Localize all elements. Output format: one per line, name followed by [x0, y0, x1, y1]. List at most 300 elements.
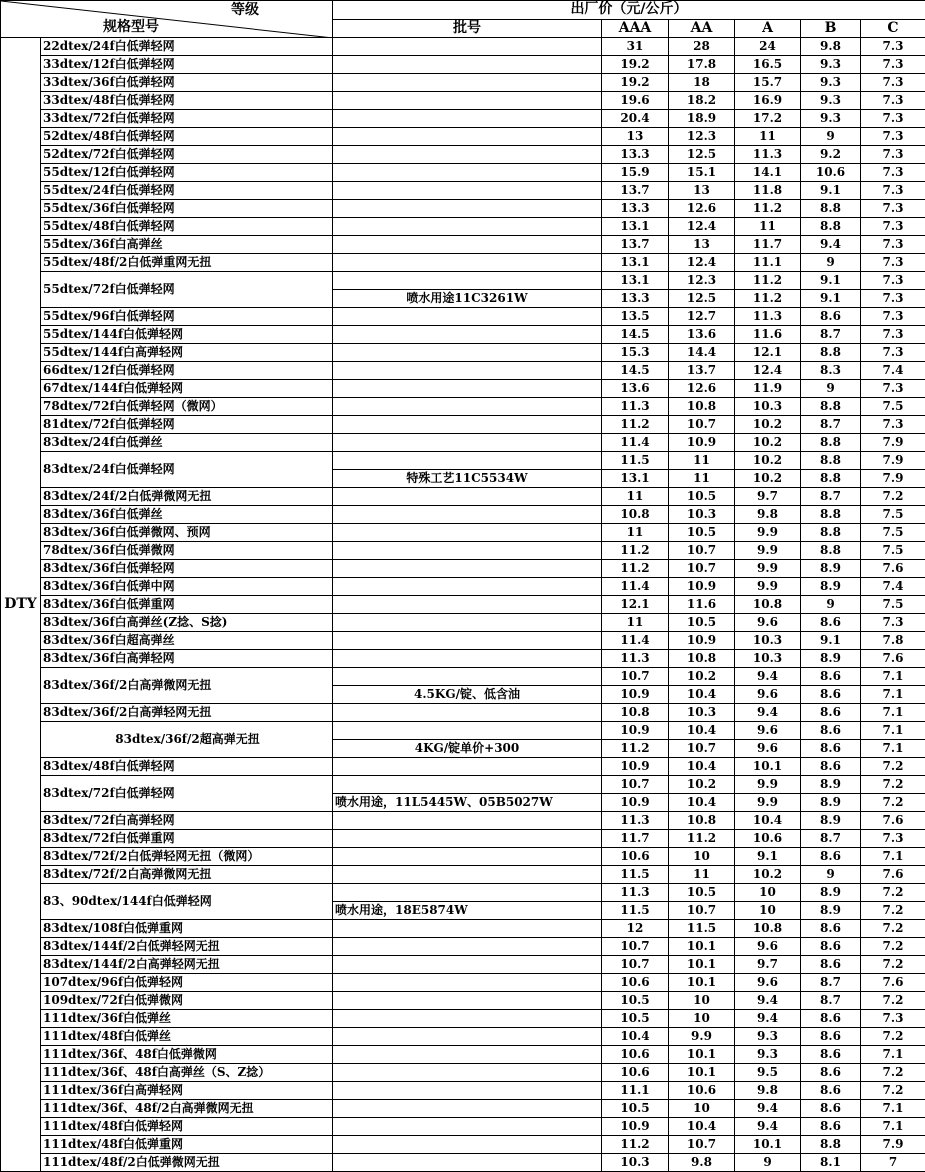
price-c: 7.2: [861, 956, 925, 974]
batch-cell: [333, 200, 602, 218]
price-a: 9.3: [735, 1028, 801, 1046]
price-a: 9.8: [735, 506, 801, 524]
spec-cell: 107dtex/96f白低弹轻网: [41, 974, 333, 992]
table-row: [1, 308, 925, 326]
table-row: [1, 254, 925, 272]
batch-cell: [333, 218, 602, 236]
price-c: 7.2: [861, 920, 925, 938]
price-a: 11: [735, 128, 801, 146]
price-aaa: 11.3: [602, 398, 669, 416]
price-aaa: 11.5: [602, 452, 669, 470]
batch-cell: [333, 1136, 602, 1154]
price-b: 8.6: [801, 1100, 861, 1118]
price-a: 17.2: [735, 110, 801, 128]
table-row: [1, 956, 925, 974]
price-b: 8.6: [801, 1010, 861, 1028]
spec-cell: 78dtex/72f白低弹轻网（微网）: [41, 398, 333, 416]
spec-cell: 111dtex/36f、48f/2白高弹微网无扭: [41, 1100, 333, 1118]
table-row: [1, 524, 925, 542]
spec-cell: 33dtex/48f白低弹轻网: [41, 92, 333, 110]
price-b: 9: [801, 128, 861, 146]
batch-cell: [333, 56, 602, 74]
price-aa: 18: [669, 74, 735, 92]
price-aaa: 13.1: [602, 470, 669, 488]
spec-cell: 83dtex/36f白超高弹丝: [41, 632, 333, 650]
price-a: 9.9: [735, 776, 801, 794]
batch-cell: [333, 452, 602, 470]
price-c: 7.3: [861, 164, 925, 182]
spec-cell: 111dtex/48f/2白低弹微网无扭: [41, 1154, 333, 1172]
price-b: 8.6: [801, 758, 861, 776]
price-b: 8.8: [801, 524, 861, 542]
price-b: 8.7: [801, 830, 861, 848]
grade-header-c: C: [861, 19, 925, 38]
price-c: 7.8: [861, 632, 925, 650]
price-b: 8.8: [801, 542, 861, 560]
batch-cell: [333, 524, 602, 542]
price-c: 7.2: [861, 1028, 925, 1046]
price-c: 7.5: [861, 506, 925, 524]
price-c: 7.6: [861, 812, 925, 830]
batch-cell: [333, 326, 602, 344]
price-b: 9: [801, 866, 861, 884]
price-aa: 13.6: [669, 326, 735, 344]
price-a: 24: [735, 38, 801, 56]
price-aa: 18.2: [669, 92, 735, 110]
table-row: [1, 614, 925, 632]
price-c: 7.2: [861, 488, 925, 506]
table-row: [1, 776, 925, 794]
price-b: 8.6: [801, 614, 861, 632]
price-c: 7.2: [861, 938, 925, 956]
price-a: 10: [735, 884, 801, 902]
price-a: 10.2: [735, 452, 801, 470]
batch-cell: [333, 758, 602, 776]
table-row: [1, 164, 925, 182]
price-a: 11.2: [735, 272, 801, 290]
price-c: 7.2: [861, 776, 925, 794]
batch-cell: [333, 416, 602, 434]
table-row: [1, 1136, 925, 1154]
price-a: 9.4: [735, 704, 801, 722]
price-c: 7.6: [861, 650, 925, 668]
price-aa: 10.1: [669, 1046, 735, 1064]
spec-cell: 83dtex/36f/2白高弹微网无扭: [41, 668, 333, 704]
price-aa: 12.6: [669, 380, 735, 398]
price-aa: 10.1: [669, 956, 735, 974]
price-a: 10.8: [735, 920, 801, 938]
price-aa: 10.7: [669, 1136, 735, 1154]
price-aa: 12.3: [669, 272, 735, 290]
price-c: 7.3: [861, 128, 925, 146]
grade-label: 等级: [231, 2, 259, 19]
spec-cell: 83dtex/36f白低弹轻网: [41, 560, 333, 578]
price-aaa: 11.2: [602, 1136, 669, 1154]
price-aaa: 11.7: [602, 830, 669, 848]
table-row: [1, 722, 925, 740]
table-row: [1, 398, 925, 416]
price-b: 8.9: [801, 560, 861, 578]
price-b: 8.7: [801, 992, 861, 1010]
table-row: [1, 146, 925, 164]
batch-cell: [333, 1100, 602, 1118]
spec-cell: 111dtex/48f白低弹丝: [41, 1028, 333, 1046]
spec-cell: 83dtex/36f白高弹丝(Z捻、S捻): [41, 614, 333, 632]
price-c: 7.2: [861, 992, 925, 1010]
price-aa: 10.8: [669, 650, 735, 668]
price-a: 9.6: [735, 614, 801, 632]
price-c: 7.3: [861, 254, 925, 272]
table-row: [1, 848, 925, 866]
price-a: 9.9: [735, 524, 801, 542]
price-aaa: 11.4: [602, 434, 669, 452]
batch-cell: 4KG/锭单价+300: [333, 740, 602, 758]
price-b: 8.7: [801, 974, 861, 992]
price-b: 8.7: [801, 488, 861, 506]
price-a: 10.3: [735, 632, 801, 650]
price-header: 出厂价（元/公斤）: [333, 1, 925, 20]
price-aa: 18.9: [669, 110, 735, 128]
diagonal-line: [1, 1, 333, 38]
price-a: 11.1: [735, 254, 801, 272]
price-a: 10.2: [735, 470, 801, 488]
price-aa: 10.9: [669, 632, 735, 650]
batch-cell: [333, 866, 602, 884]
price-c: 7.3: [861, 416, 925, 434]
spec-cell: 83dtex/144f/2白低弹轻网无扭: [41, 938, 333, 956]
price-c: 7.3: [861, 614, 925, 632]
price-a: 9.4: [735, 668, 801, 686]
batch-cell: 喷水用途11C3261W: [333, 290, 602, 308]
table-row: [1, 650, 925, 668]
batch-cell: [333, 1118, 602, 1136]
price-aa: 11.2: [669, 830, 735, 848]
price-a: 10.1: [735, 758, 801, 776]
batch-cell: [333, 146, 602, 164]
price-aaa: 13.1: [602, 254, 669, 272]
table-row: [1, 380, 925, 398]
price-aaa: 10.6: [602, 1046, 669, 1064]
price-c: 7.1: [861, 704, 925, 722]
batch-cell: [333, 542, 602, 560]
spec-cell: 83dtex/144f/2白高弹轻网无扭: [41, 956, 333, 974]
price-b: 9.3: [801, 110, 861, 128]
spec-cell: 67dtex/144f白低弹轻网: [41, 380, 333, 398]
price-aaa: 11.2: [602, 542, 669, 560]
price-aa: 10.2: [669, 776, 735, 794]
price-a: 9.9: [735, 560, 801, 578]
batch-cell: [333, 398, 602, 416]
batch-cell: [333, 110, 602, 128]
price-c: 7.1: [861, 1118, 925, 1136]
price-c: 7.6: [861, 866, 925, 884]
batch-cell: [333, 560, 602, 578]
price-b: 8.6: [801, 704, 861, 722]
price-aa: 10.8: [669, 812, 735, 830]
batch-cell: [333, 974, 602, 992]
table-row: [1, 1064, 925, 1082]
spec-cell: 83dtex/36f白低弹微网、预网: [41, 524, 333, 542]
price-aa: 10.9: [669, 578, 735, 596]
table-row: [1, 200, 925, 218]
price-aaa: 19.2: [602, 74, 669, 92]
price-c: 7.2: [861, 1082, 925, 1100]
price-c: 7.3: [861, 236, 925, 254]
spec-cell: 55dtex/144f白低弹轻网: [41, 326, 333, 344]
price-aaa: 10.9: [602, 758, 669, 776]
price-a: 9.4: [735, 1010, 801, 1028]
price-c: 7.2: [861, 902, 925, 920]
price-b: 9.1: [801, 632, 861, 650]
price-a: 9.6: [735, 686, 801, 704]
price-c: 7.3: [861, 218, 925, 236]
table-row: [1, 560, 925, 578]
table-row: [1, 578, 925, 596]
price-c: 7.5: [861, 524, 925, 542]
price-aaa: 19.6: [602, 92, 669, 110]
price-aaa: 11: [602, 488, 669, 506]
price-aaa: 10.5: [602, 992, 669, 1010]
price-c: 7.4: [861, 578, 925, 596]
price-aa: 10.7: [669, 560, 735, 578]
price-aaa: 10.6: [602, 1064, 669, 1082]
price-aaa: 10.6: [602, 848, 669, 866]
price-b: 9: [801, 254, 861, 272]
price-aa: 11: [669, 452, 735, 470]
price-aa: 13.7: [669, 362, 735, 380]
price-aaa: 10.7: [602, 668, 669, 686]
price-aa: 10: [669, 848, 735, 866]
price-a: 11.2: [735, 290, 801, 308]
price-b: 8.8: [801, 1136, 861, 1154]
price-aa: 17.8: [669, 56, 735, 74]
price-aa: 11.6: [669, 596, 735, 614]
price-aaa: 13: [602, 128, 669, 146]
price-c: 7.3: [861, 1010, 925, 1028]
table-row: [1, 1028, 925, 1046]
price-b: 9.2: [801, 146, 861, 164]
grade-header-aaa: AAA: [602, 19, 669, 38]
price-a: 12.1: [735, 344, 801, 362]
price-aa: 12.5: [669, 146, 735, 164]
price-a: 9.7: [735, 956, 801, 974]
price-aa: 10.4: [669, 1118, 735, 1136]
price-b: 8.8: [801, 344, 861, 362]
price-b: 8.9: [801, 902, 861, 920]
batch-cell: [333, 272, 602, 290]
price-a: 10.2: [735, 416, 801, 434]
table-row: [1, 236, 925, 254]
price-c: 7.3: [861, 290, 925, 308]
price-aa: 12.6: [669, 200, 735, 218]
price-aaa: 13.3: [602, 290, 669, 308]
batch-cell: 4.5KG/锭、低含油: [333, 686, 602, 704]
batch-header: 批号: [333, 19, 602, 38]
batch-cell: [333, 128, 602, 146]
price-b: 8.6: [801, 938, 861, 956]
price-c: 7.3: [861, 92, 925, 110]
spec-cell: 78dtex/36f白低弹微网: [41, 542, 333, 560]
price-a: 9.6: [735, 722, 801, 740]
price-a: 12.4: [735, 362, 801, 380]
price-a: 10.1: [735, 1136, 801, 1154]
batch-cell: [333, 1154, 602, 1172]
price-b: 8.6: [801, 740, 861, 758]
price-aaa: 13.1: [602, 218, 669, 236]
batch-cell: [333, 254, 602, 272]
batch-cell: [333, 1010, 602, 1028]
price-aa: 10.7: [669, 542, 735, 560]
price-aaa: 11.5: [602, 866, 669, 884]
price-c: 7.1: [861, 686, 925, 704]
table-row: [1, 1046, 925, 1064]
price-a: 9.6: [735, 938, 801, 956]
price-c: 7.3: [861, 272, 925, 290]
price-aa: 10.1: [669, 974, 735, 992]
price-aaa: 10.8: [602, 704, 669, 722]
price-aa: 10.9: [669, 434, 735, 452]
table-row: [1, 488, 925, 506]
price-b: 9: [801, 380, 861, 398]
spec-cell: 111dtex/36f白低弹丝: [41, 1010, 333, 1028]
spec-cell: 33dtex/36f白低弹轻网: [41, 74, 333, 92]
price-a: 9.8: [735, 1082, 801, 1100]
batch-cell: [333, 92, 602, 110]
price-aaa: 13.5: [602, 308, 669, 326]
batch-cell: [333, 614, 602, 632]
price-aaa: 13.7: [602, 182, 669, 200]
price-aaa: 13.3: [602, 146, 669, 164]
table-row: [1, 830, 925, 848]
price-b: 8.6: [801, 686, 861, 704]
price-aaa: 10.9: [602, 794, 669, 812]
price-aa: 10.5: [669, 614, 735, 632]
price-aaa: 10.9: [602, 722, 669, 740]
table-row: [1, 362, 925, 380]
price-aa: 10.7: [669, 740, 735, 758]
table-row: [1, 596, 925, 614]
table-row: [1, 110, 925, 128]
spec-cell: 55dtex/24f白低弹轻网: [41, 182, 333, 200]
batch-cell: [333, 596, 602, 614]
spec-cell: 83dtex/72f白低弹重网: [41, 830, 333, 848]
price-b: 8.6: [801, 308, 861, 326]
spec-cell: 83、90dtex/144f白低弹轻网: [41, 884, 333, 920]
price-b: 8.9: [801, 776, 861, 794]
price-aaa: 13.1: [602, 272, 669, 290]
spec-cell: 83dtex/24f/2白低弹微网无扭: [41, 488, 333, 506]
price-c: 7.3: [861, 326, 925, 344]
table-row: [1, 452, 925, 470]
price-b: 8.8: [801, 506, 861, 524]
table-row: [1, 182, 925, 200]
price-b: 8.6: [801, 1118, 861, 1136]
price-a: 10.3: [735, 398, 801, 416]
price-b: 9.3: [801, 92, 861, 110]
table-row: [1, 218, 925, 236]
price-a: 9.4: [735, 1100, 801, 1118]
price-aaa: 20.4: [602, 110, 669, 128]
grade-header-a: A: [735, 19, 801, 38]
spec-cell: 83dtex/36f/2白高弹轻网无扭: [41, 704, 333, 722]
price-c: 7.3: [861, 146, 925, 164]
price-a: 11.3: [735, 308, 801, 326]
table-row: [1, 974, 925, 992]
batch-cell: [333, 74, 602, 92]
price-b: 9.8: [801, 38, 861, 56]
price-aa: 12.7: [669, 308, 735, 326]
price-aa: 10.3: [669, 506, 735, 524]
spec-cell: 83dtex/72f/2白高弹微网无扭: [41, 866, 333, 884]
batch-cell: [333, 992, 602, 1010]
price-a: 9.9: [735, 578, 801, 596]
price-b: 9.1: [801, 290, 861, 308]
table-row: [1, 992, 925, 1010]
batch-cell: [333, 434, 602, 452]
batch-cell: [333, 920, 602, 938]
price-aaa: 11.4: [602, 578, 669, 596]
price-aa: 10.5: [669, 488, 735, 506]
spec-cell: 111dtex/36f、48f白低弹微网: [41, 1046, 333, 1064]
price-aaa: 13.3: [602, 200, 669, 218]
price-aaa: 11.4: [602, 632, 669, 650]
grade-header-b: B: [801, 19, 861, 38]
price-c: 7.3: [861, 830, 925, 848]
price-aaa: 11.2: [602, 740, 669, 758]
batch-cell: [333, 1028, 602, 1046]
price-c: 7.1: [861, 668, 925, 686]
price-aa: 10.4: [669, 794, 735, 812]
price-a: 9.6: [735, 740, 801, 758]
price-aa: 10.8: [669, 398, 735, 416]
price-aaa: 10.4: [602, 1028, 669, 1046]
price-b: 10.6: [801, 164, 861, 182]
batch-cell: [333, 380, 602, 398]
price-b: 9: [801, 596, 861, 614]
price-aaa: 11.2: [602, 560, 669, 578]
batch-cell: [333, 848, 602, 866]
price-c: 7.2: [861, 1064, 925, 1082]
price-aaa: 12.1: [602, 596, 669, 614]
price-aaa: 10.5: [602, 1010, 669, 1028]
price-aa: 10.5: [669, 524, 735, 542]
table-row: [1, 74, 925, 92]
spec-cell: 83dtex/36f白低弹重网: [41, 596, 333, 614]
price-aa: 12.4: [669, 254, 735, 272]
price-c: 7.3: [861, 74, 925, 92]
table-row: [1, 542, 925, 560]
table-row: [1, 668, 925, 686]
table-row: [1, 812, 925, 830]
price-aa: 10.4: [669, 722, 735, 740]
table-row: [1, 128, 925, 146]
spec-cell: 111dtex/48f白低弹轻网: [41, 1118, 333, 1136]
price-b: 9.3: [801, 56, 861, 74]
price-c: 7.1: [861, 722, 925, 740]
price-c: 7.3: [861, 38, 925, 56]
price-b: 8.6: [801, 1046, 861, 1064]
price-aa: 10: [669, 992, 735, 1010]
table-row: [1, 1082, 925, 1100]
batch-cell: 特殊工艺11C5534W: [333, 470, 602, 488]
spec-cell: 55dtex/48f/2白低弹重网无扭: [41, 254, 333, 272]
spec-cell: 52dtex/72f白低弹轻网: [41, 146, 333, 164]
price-aa: 10.2: [669, 668, 735, 686]
price-aa: 10.4: [669, 686, 735, 704]
price-b: 8.6: [801, 668, 861, 686]
price-aa: 10.1: [669, 938, 735, 956]
price-c: 7.9: [861, 452, 925, 470]
